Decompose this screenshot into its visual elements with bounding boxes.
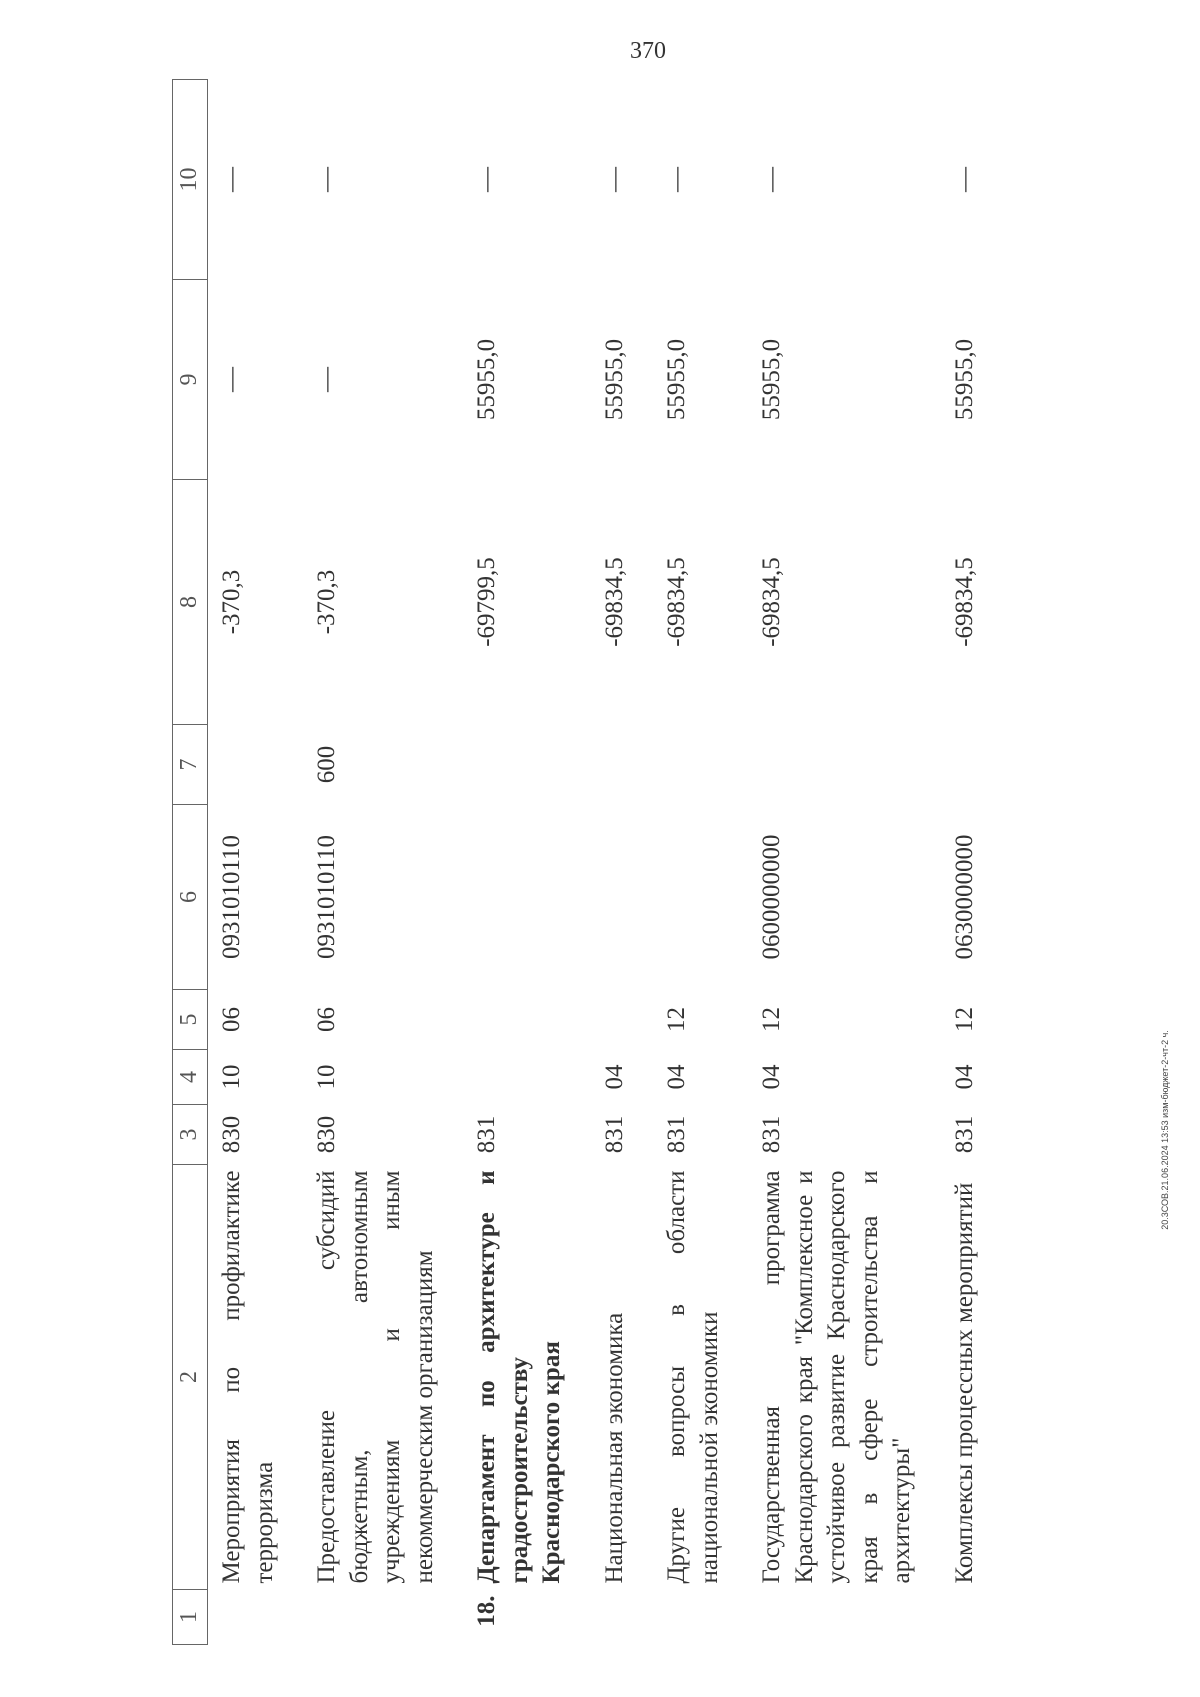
table-row: [463, 80, 591, 1645]
amount-col10: —: [950, 167, 978, 192]
row-description: Предоставление субсидий бюджетным, автономным учреждениям и иным некоммерческим организациям: [313, 1170, 438, 1584]
ministry-code: 830: [218, 1115, 245, 1154]
subsection-code: [591, 990, 654, 1050]
column-header: 9: [173, 280, 208, 480]
amount-col8: -370,3: [313, 569, 340, 635]
amount-col9: 55955,0: [473, 338, 500, 421]
row-description: Мероприятия по профилактике терроризма: [218, 1170, 278, 1584]
section-code: [463, 1050, 591, 1105]
target-article-code: 0630000000: [950, 834, 978, 960]
amount-col9: 55955,0: [758, 338, 785, 421]
section-code: 04: [663, 1064, 690, 1090]
row-number: 18.: [473, 1595, 500, 1627]
row-number: [748, 1590, 941, 1645]
table-row: [941, 80, 1004, 1645]
amount-col8: -69834,5: [600, 557, 628, 647]
expense-type-code: [941, 725, 1004, 805]
row-number: [591, 1590, 654, 1645]
budget-table: [172, 79, 1003, 1645]
amount-col9: 55955,0: [600, 338, 628, 421]
row-description: Другие вопросы в области национальной экономики: [663, 1170, 723, 1584]
section-code: 04: [758, 1064, 785, 1090]
column-number-header: [173, 80, 208, 1645]
section-code: 04: [600, 1064, 628, 1090]
row-description: Государственная программа Краснодарского края "Комплексное и устойчивое развитие Краснодарского края в сфере строительства и архитектуры": [758, 1170, 915, 1584]
column-header: 3: [173, 1105, 208, 1165]
amount-col8: -69799,5: [473, 557, 500, 647]
ministry-code: 831: [758, 1115, 785, 1154]
target-article-code: [591, 805, 654, 990]
amount-col9: —: [313, 367, 340, 392]
column-header: 4: [173, 1050, 208, 1105]
table-row: [208, 80, 304, 1645]
amount-col10: —: [663, 167, 690, 192]
rotated-table-wrapper: [172, 80, 1052, 1645]
expense-type-code: [591, 725, 654, 805]
target-article-code: [653, 805, 748, 990]
subsection-code: [463, 990, 591, 1050]
amount-col10: —: [218, 167, 245, 192]
target-article-code: 0931010110: [313, 834, 340, 960]
subsection-code: 12: [950, 1007, 978, 1032]
column-header: 6: [173, 805, 208, 990]
subsection-code: 06: [218, 1007, 245, 1032]
column-header: 1: [173, 1590, 208, 1645]
row-description: Департамент по архитектуре и градостроительству Краснодарского края: [473, 1170, 565, 1584]
subsection-code: 06: [313, 1007, 340, 1032]
amount-col8: -69834,5: [663, 557, 690, 647]
ministry-code: 831: [663, 1115, 690, 1154]
amount-col10: —: [600, 167, 628, 192]
row-description: Комплексы процессных мероприятий: [950, 1182, 978, 1584]
page-number: 370: [630, 38, 666, 64]
section-code: 10: [313, 1064, 340, 1090]
column-header: 8: [173, 480, 208, 725]
column-header: 10: [173, 80, 208, 280]
table-row: [748, 80, 941, 1645]
target-article-code: 0931010110: [218, 834, 245, 960]
row-description: Национальная экономика: [600, 1312, 628, 1584]
target-article-code: 0600000000: [758, 834, 785, 960]
amount-col8: -370,3: [218, 569, 245, 635]
expense-type-code: [748, 725, 941, 805]
table-row: [303, 80, 463, 1645]
section-code: 10: [218, 1064, 245, 1090]
table-row: [591, 80, 654, 1645]
amount-col10: —: [313, 167, 340, 192]
amount-col8: -69834,5: [758, 557, 785, 647]
ministry-code: 831: [950, 1115, 978, 1154]
row-number: [941, 1590, 1004, 1645]
amount-col9: 55955,0: [950, 338, 978, 421]
expense-type-code: [463, 725, 591, 805]
expense-type-code: [653, 725, 748, 805]
amount-col10: —: [758, 167, 785, 192]
ministry-code: 831: [473, 1115, 500, 1154]
ministry-code: 831: [600, 1115, 628, 1154]
ministry-code: 830: [313, 1115, 340, 1154]
amount-col10: —: [473, 167, 500, 192]
amount-col8: -69834,5: [950, 557, 978, 647]
row-number: [303, 1590, 463, 1645]
expense-type-code: [208, 725, 304, 805]
row-number: [653, 1590, 748, 1645]
amount-col9: —: [218, 367, 245, 392]
footer-stamp: 20.3СОВ.21.06.2024 13:53 изм-бюджет-2-чт-2 ч.: [1160, 1030, 1170, 1230]
amount-col9: 55955,0: [663, 338, 690, 421]
expense-type-code: 600: [313, 745, 340, 784]
subsection-code: 12: [758, 1007, 785, 1032]
column-header: 2: [173, 1165, 208, 1590]
column-header: 7: [173, 725, 208, 805]
subsection-code: 12: [663, 1007, 690, 1032]
target-article-code: [463, 805, 591, 990]
table-row: [653, 80, 748, 1645]
column-header: 5: [173, 990, 208, 1050]
section-code: 04: [950, 1064, 978, 1090]
row-number: [208, 1590, 304, 1645]
